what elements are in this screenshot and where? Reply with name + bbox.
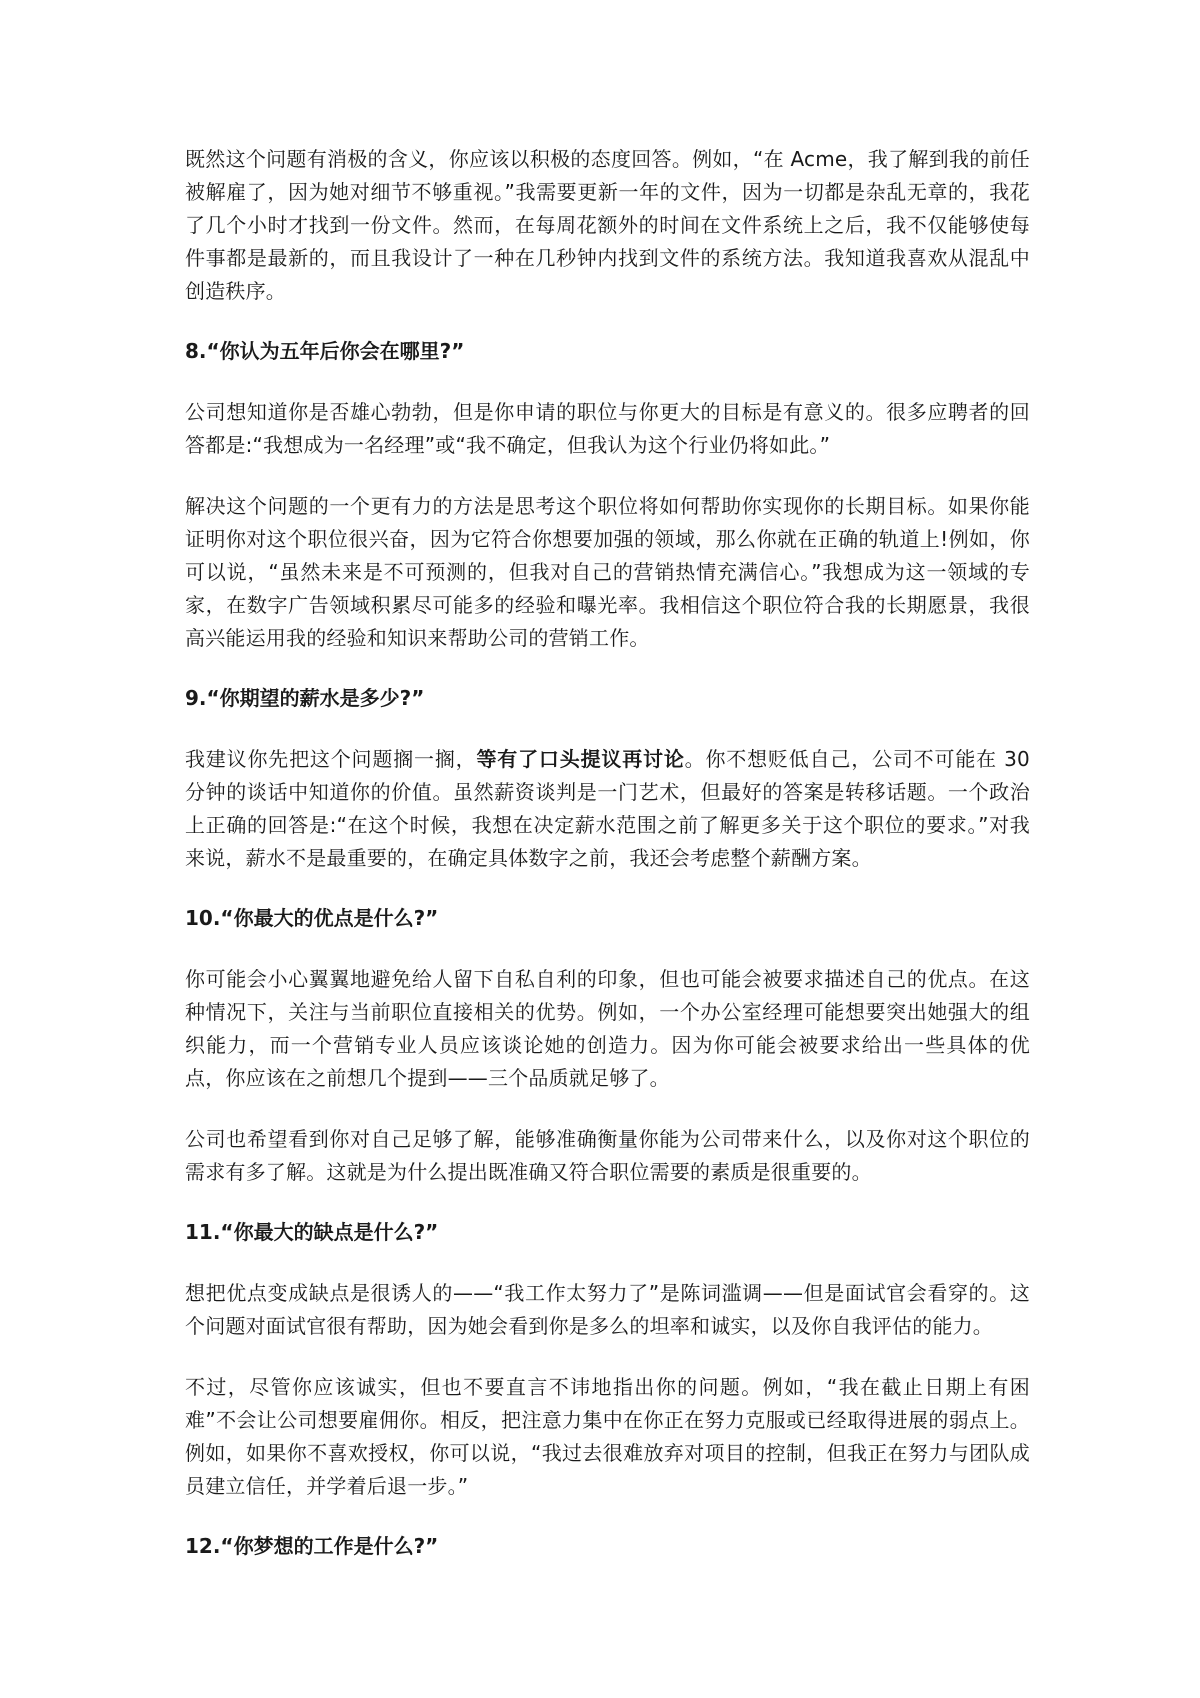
paragraph-q8-answer: 解决这个问题的一个更有力的方法是思考这个职位将如何帮助你实现你的长期目标。如果你能证明你对这个职位很兴奋，因为它符合你想要加强的领域，那么你就在正确的轨道上!例如，你可以说，“虽然未来是不可预测的，但我对自己的营销热情充满信心。”我想成为这一领域的专家，在数字广告领域积累尽可能多的经验和曝光率。我相信这个职位符合我的长期愿景，我很高兴能运用我的经验和知识来帮助公司的营销工作。 — [185, 494, 1030, 650]
paragraph-acme-answer: 既然这个问题有消极的含义，你应该以积极的态度回答。例如，“在 Acme，我了解到我的前任被解雇了，因为她对细节不够重视。”我需要更新一年的文件，因为一切都是杂乱无章的，我花了几个小时才找到一份文件。然而，在每周花额外的时间在文件系统上之后，我不仅能够使每件事都是最新的，而且我设计了一种在几秒钟内找到文件的系统方法。我知道我喜欢从混乱中创造秩序。 — [185, 147, 1030, 303]
paragraph-q11-answer: 想把优点变成缺点是很诱人的——“我工作太努力了”是陈词滥调——但是面试官会看穿的。这个问题对面试官很有帮助，因为她会看到你是多么的坦率和诚实，以及你自我评估的能力。 — [185, 1281, 1030, 1338]
paragraph-q8-intro: 公司想知道你是否雄心勃勃，但是你申请的职位与你更大的目标是有意义的。很多应聘者的回答都是:“我想成为一名经理”或“我不确定，但我认为这个行业仍将如此。” — [185, 400, 1030, 457]
paragraph-q9-answer — [185, 743, 1030, 875]
paragraph-q11-followup: 不过，尽管你应该诚实，但也不要直言不讳地指出你的问题。例如，“我在截止日期上有困难”不会让公司想要雇佣你。相反，把注意力集中在你正在努力克服或已经取得进展的弱点上。例如，如果你不喜欢授权，你可以说，“我过去很难放弃对项目的控制，但我正在努力与团队成员建立信任，并学着后退一步。” — [185, 1375, 1030, 1498]
paragraph-q10-answer: 你可能会小心翼翼地避免给人留下自私自利的印象，但也可能会被要求描述自己的优点。在这种情况下，关注与当前职位直接相关的优势。例如，一个办公室经理可能想要突出她强大的组织能力，而一个营销专业人员应该谈论她的创造力。因为你可能会被要求给出一些具体的优点，你应该在之前想几个提到——三个品质就足够了。 — [185, 967, 1030, 1090]
paragraph-q10-followup: 公司也希望看到你对自己足够了解，能够准确衡量你能为公司带来什么，以及你对这个职位的需求有多了解。这就是为什么提出既准确又符合职位需要的素质是很重要的。 — [185, 1127, 1030, 1184]
document-page — [185, 143, 1030, 1591]
q9-bold-text: 等有了口头提议再讨论 — [476, 747, 685, 771]
question-8-heading: 8.“你认为五年后你会在哪里?” — [185, 339, 465, 363]
question-10-heading: 10.“你最大的优点是什么?” — [185, 906, 439, 930]
q9-text-after: 。你不想贬低自己，公司不可能在 30 分钟的谈话中知道你的价值。虽然薪资谈判是一门艺术，但最好的答案是转移话题。一个政治上正确的回答是:“在这个时候，我想在决定薪水范围之前了解更多关于这个职位的要求。”对我来说，薪水不是最重要的，在确定具体数字之前，我还会考虑整个薪酬方案。 — [185, 747, 1030, 870]
q9-text-before: 我建议你先把这个问题搁一搁， — [185, 747, 477, 771]
question-9-heading: 9.“你期望的薪水是多少?” — [185, 686, 425, 710]
question-12-heading: 12.“你梦想的工作是什么?” — [185, 1534, 439, 1558]
question-11-heading: 11.“你最大的缺点是什么?” — [185, 1220, 439, 1244]
